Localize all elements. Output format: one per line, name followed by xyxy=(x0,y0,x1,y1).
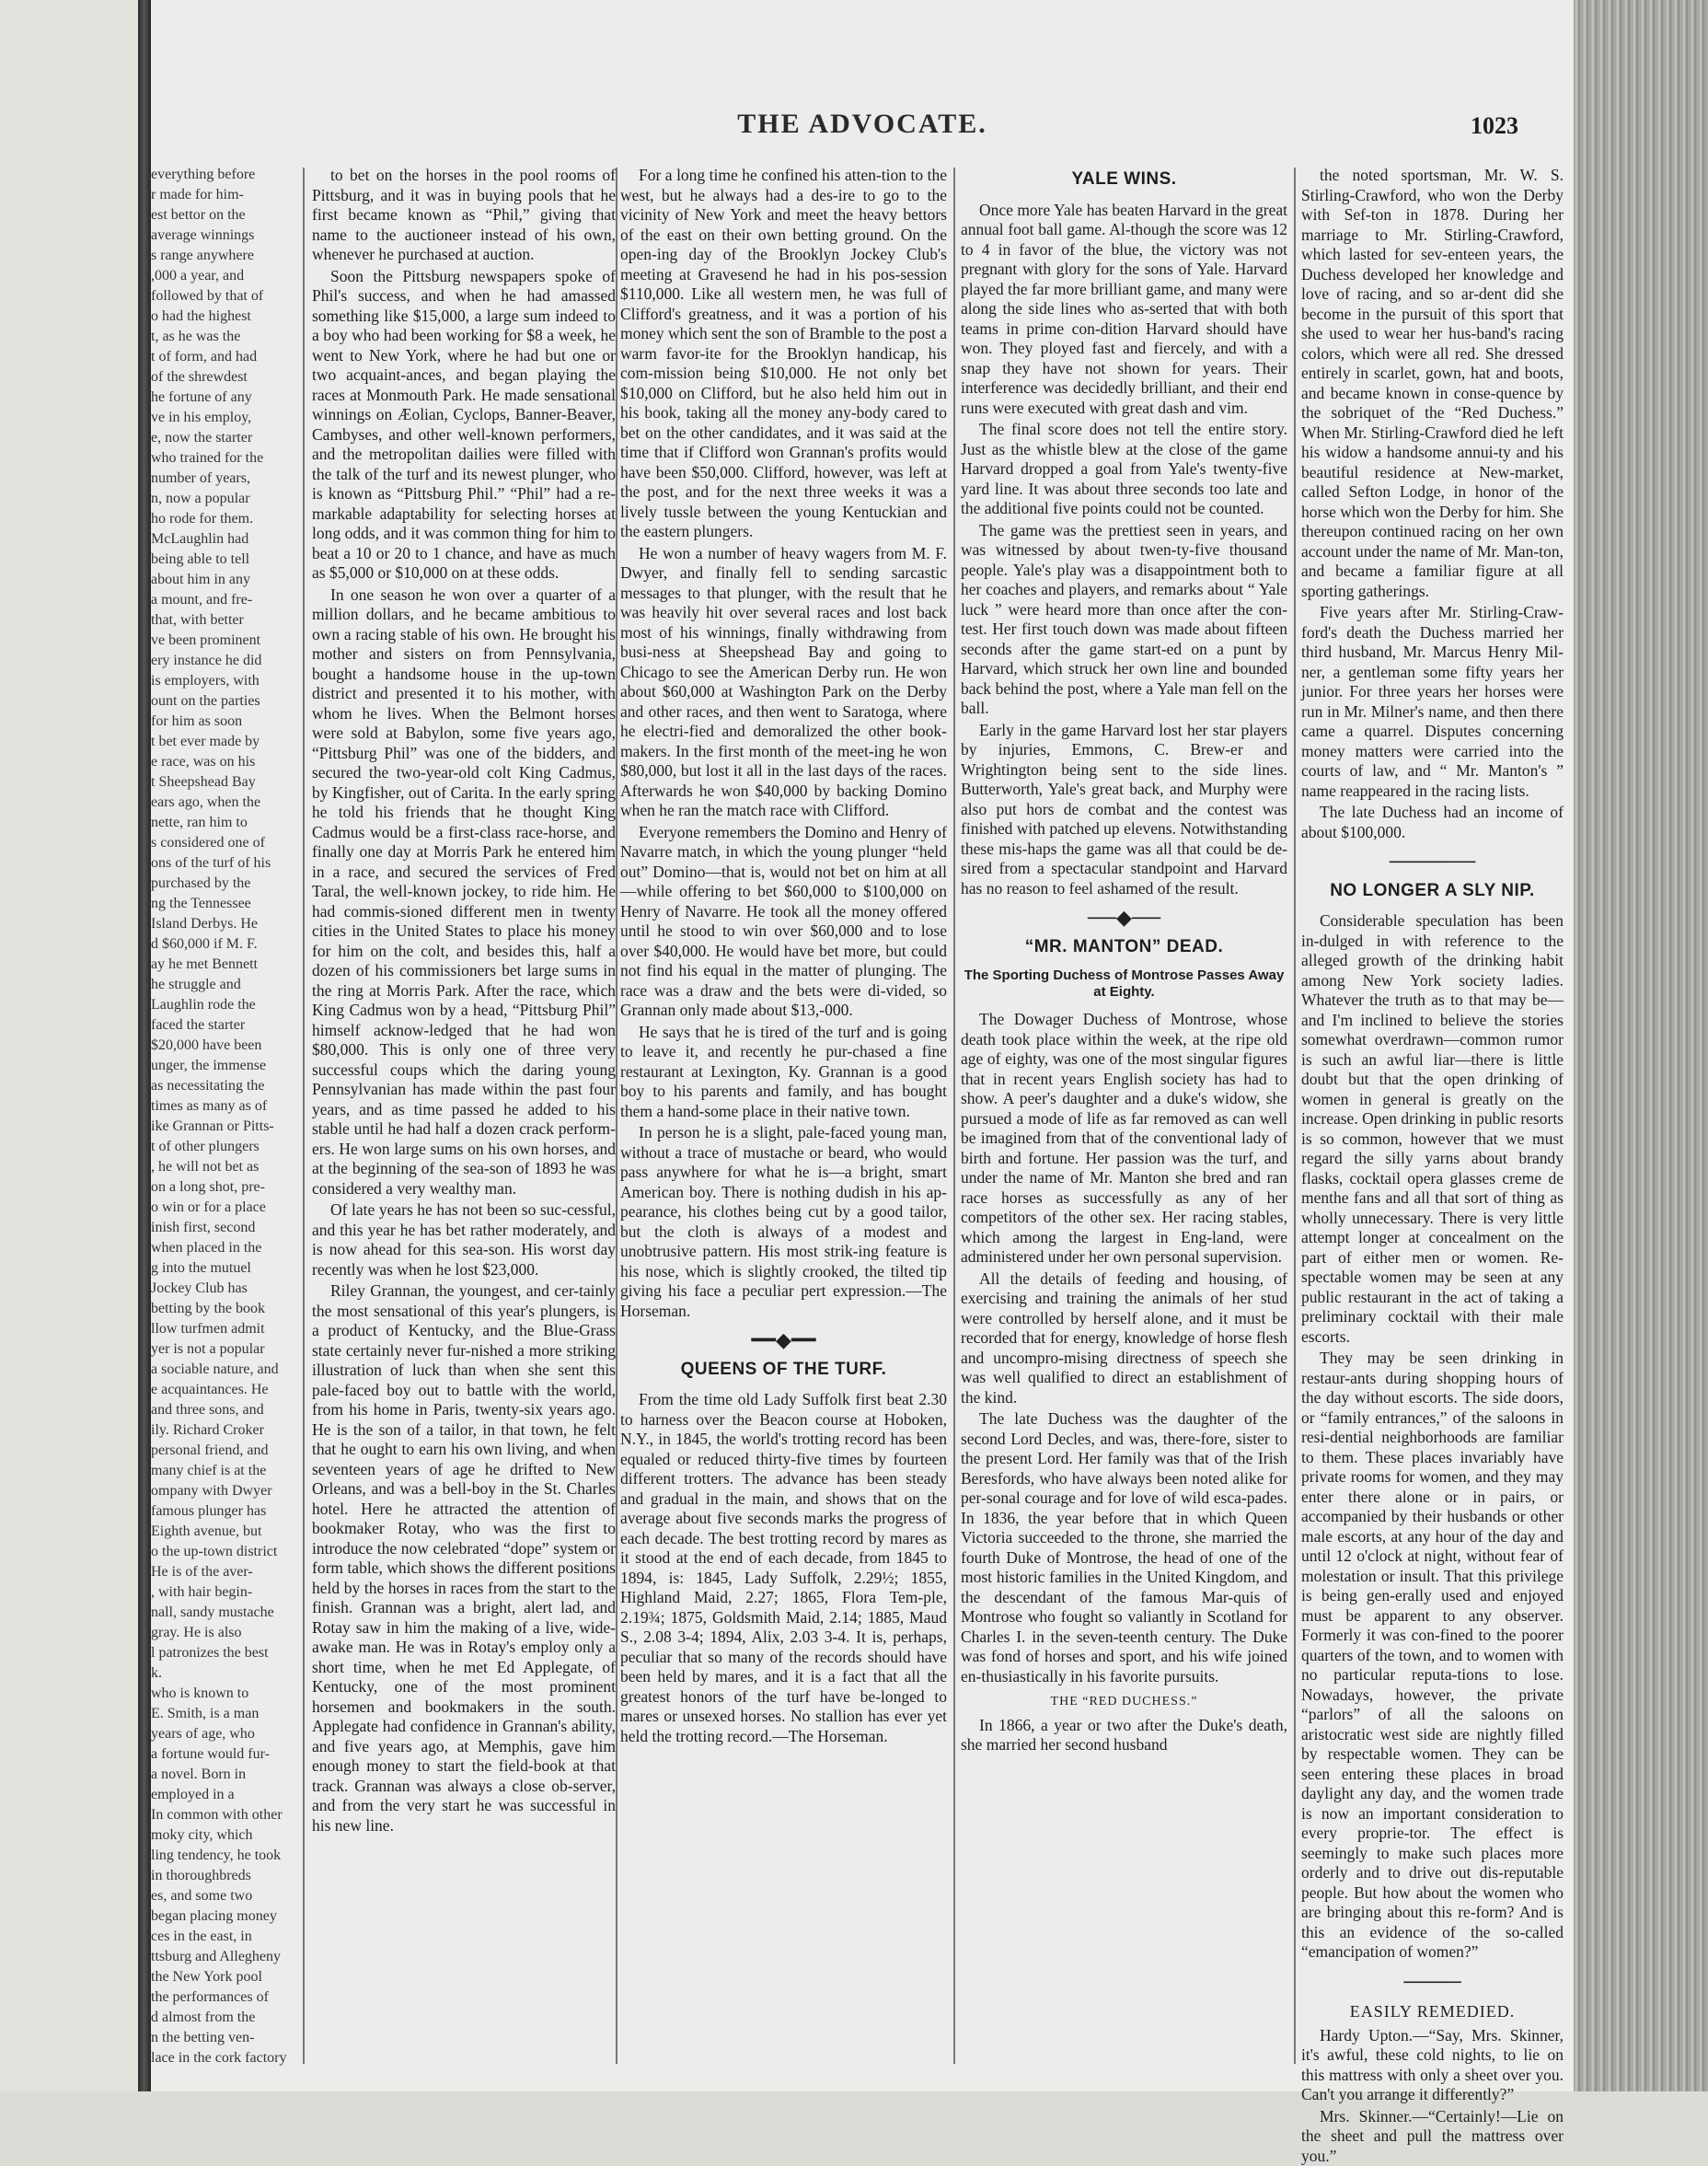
fragment-line: o win or for a place xyxy=(151,1199,294,1217)
column-rule xyxy=(616,168,617,2064)
red-duchess-subhead: THE “RED DUCHESS.” xyxy=(961,1692,1287,1712)
fragment-line: t Sheepshead Bay xyxy=(151,773,294,792)
fragment-line: r made for him- xyxy=(151,186,294,204)
fragment-line: k. xyxy=(151,1664,294,1683)
article-paragraph: The game was the prettiest seen in years, and was witnessed by about twen-ty-five thousand people. Yale's play was a disappointment both to her coaches and players, and remarks about “ Yale luck ” were heard more than once after the con-test. Her first touch down was made about fifteen seconds after the game start-ed on a punt by Harvard, which struck her own line and bounded back behind the post, where a Yale man fell on the ball. xyxy=(961,521,1287,719)
fragment-line: n, now a popular xyxy=(151,490,294,508)
fragment-line: gray. He is also xyxy=(151,1624,294,1642)
fragment-line: a mount, and fre- xyxy=(151,591,294,609)
left-page-margin xyxy=(0,0,138,2091)
fragment-line: a novel. Born in xyxy=(151,1766,294,1784)
article-paragraph: He says that he is tired of the turf and is going to leave it, and recently he pur-chased a fine restaurant at Lexington, Ky. Grannan is a good boy to his parents and family, and has bought them a hand-some place in their native town. xyxy=(620,1023,947,1122)
previous-page-fragment-column xyxy=(151,166,294,2080)
plungers-article-continued xyxy=(312,166,616,1836)
fragment-line: he struggle and xyxy=(151,976,294,994)
fragment-line: ve been prominent xyxy=(151,631,294,650)
queens-of-the-turf-headline: QUEENS OF THE TURF. xyxy=(620,1360,947,1380)
fragment-line: Eighth avenue, but xyxy=(151,1523,294,1541)
fragment-line: e, now the starter xyxy=(151,429,294,447)
mr-manton-article xyxy=(961,1010,1287,1686)
fragment-line: who trained for the xyxy=(151,449,294,468)
fragment-line: l patronizes the best xyxy=(151,1644,294,1662)
book-page-edges xyxy=(1574,0,1708,2091)
fragment-line: on a long shot, pre- xyxy=(151,1178,294,1197)
fragment-line: ,000 a year, and xyxy=(151,267,294,285)
fragment-line: Jockey Club has xyxy=(151,1280,294,1298)
fragment-line: moky city, which xyxy=(151,1826,294,1845)
fragment-line: ces in the east, in xyxy=(151,1928,294,1946)
fragment-line: t, as he was the xyxy=(151,328,294,346)
fragment-line: who is known to xyxy=(151,1685,294,1703)
fragment-line: ve in his employ, xyxy=(151,409,294,427)
fragment-line: ons of the turf of his xyxy=(151,854,294,873)
column-4 xyxy=(1301,166,1564,2080)
fragment-line: He is of the aver- xyxy=(151,1563,294,1581)
fragment-line: and three sons, and xyxy=(151,1401,294,1419)
fragment-line: many chief is at the xyxy=(151,1462,294,1480)
fragment-line: ng the Tennessee xyxy=(151,895,294,913)
fragment-line: inish first, second xyxy=(151,1219,294,1237)
fragment-line: McLaughlin had xyxy=(151,530,294,549)
fragment-line: nall, sandy mustache xyxy=(151,1604,294,1622)
fragment-line: o had the highest xyxy=(151,307,294,326)
no-longer-a-sly-nip-article xyxy=(1301,911,1564,1963)
fragment-line: times as many as of xyxy=(151,1097,294,1116)
red-duchess-paragraph: In 1866, a year or two after the Duke's death, she married her second husband xyxy=(961,1716,1287,1755)
article-paragraph: All the details of feeding and housing, of exercising and training the animals of her stud were controlled by herself alone, and it must be recorded that for energy, knowledge of horse flesh and uncompro-mising directness of speech she was well qualified to direct an establishment of the kind. xyxy=(961,1269,1287,1408)
article-paragraph: For a long time he confined his atten-tion to the west, but he always had a des-ire to go to the vicinity of New York and meet the heavy bettors of the east on their own betting ground. On the open-ing day of the Brooklyn Jockey Club's meeting at Gravesend he had in his pos-session $110,000. Like all western men, he was full of Clifford's greatness, and it was a portion of his money which sent the son of Bramble to the post a warm favor-ite for the Brooklyn handicap, his com-mission being $10,000. He not only bet $10,000 on Clifford, but he also held him out in his book, taking all the money any-body cared to bet on the other candidates, and it was said at the time that if Clifford won Grannan's profits would have been $50,000. Clifford, however, was left at the post, and for the next three weeks it was a lively tussle between the young Kentuckian and the eastern plungers. xyxy=(620,166,947,542)
article-paragraph: In one season he won over a quarter of a million dollars, and he became ambitious to own a racing stable of his own. He brought his mother and sisters on from Pennsylvania, bought a handsome house in the up-town district and presented it to his mother, with whom he lives. When the Belmont horses were sold at Babylon, some five years ago, “Pittsburg Phil” was one of the bidders, and secured the two-year-old colt King Cadmus, by Kingfisher, out of Carita. In the early spring he told his friends that he thought King Cadmus would be a first-class race-horse, and finally one day at Morris Park he entered him in a race, and secured the services of Fred Taral, the well-known jockey, to ride him. He had commis-sioned different men in twenty cities in the United States to place his money for him on the colt, and besides this, half a dozen of his commissioners bet large sums in the ring at Morris Park. After the race, which King Cadmus won by a head, “Pittsburg Phil” himself acknow-ledged that he had won $80,000. This is only one of three very successful coups which the daring young Pennsylvanian has made within the past four years, and as time passed he added to his stable until he had half a dozen crack perform-ers. He won large sums on his own horses, and at the beginning of the sea-son of 1893 he was considered a very wealthy man. xyxy=(312,585,616,1199)
fragment-line: d almost from the xyxy=(151,2009,294,2027)
fragment-line: n the betting ven- xyxy=(151,2029,294,2047)
fragment-line: number of years, xyxy=(151,469,294,488)
fragment-line: ttsburg and Allegheny xyxy=(151,1948,294,1966)
article-paragraph: Riley Grannan, the youngest, and cer-tainly the most sensational of this year's plungers, is a product of Kentucky, and the Blue-Grass state certainly never fur-nished a more striking illustration of luck than when she sent this pale-faced boy out to battle with the world, from his home in Paris, twenty-six years ago. He is the son of a tailor, in that town, he felt that he ought to earn his own living, and when seventeen years of age he drifted to New Orleans, and was a bell-boy in the St. Charles hotel. Here he attracted the attention of bookmaker Rotay, who was the first to introduce the now celebrated “dope” system or form table, which shows the different positions held by the horses in races from the start to the finish. Grannan was a bright, alert lad, and Rotay saw in him the making of a live, wide-awake man. He was in Rotay's employ only a short time, when he met Ed Applegate, of Kentucky, one of the most prominent horsemen and bookmakers in the south. Applegate had confidence in Grannan's ability, and five years ago, at Memphis, gave him enough money to start the field-book at that track. Grannan was always a close ob-server, and from the very start he was successful in his new line. xyxy=(312,1281,616,1836)
fragment-line: es, and some two xyxy=(151,1887,294,1905)
fragment-line: E. Smith, is a man xyxy=(151,1705,294,1723)
fragment-line: the New York pool xyxy=(151,1968,294,1986)
fragment-line: , with hair begin- xyxy=(151,1583,294,1602)
fragment-line: t of other plungers xyxy=(151,1138,294,1156)
column-rule xyxy=(303,168,305,2064)
ornament-divider: ──── xyxy=(1301,1972,1564,1992)
article-paragraph: Five years after Mr. Stirling-Craw-ford's death the Duchess married her third husband, Mr. Marcus Henry Mil-ner, a gentleman some fifty years her junior. For three years her horses were run in Mr. Milner's name, and then there came a quarrel. Disputes concerning money matters were carried into the courts of law, and “ Mr. Manton's ” name reappeared in the racing lists. xyxy=(1301,603,1564,801)
fragment-line: the performances of xyxy=(151,1988,294,2007)
article-paragraph: The final score does not tell the entire story. Just as the whistle blew at the close of the game Harvard dropped a goal from Yale's twenty-five yard line. It was about three seconds too late and the additional five points could not be counted. xyxy=(961,420,1287,519)
column-rule xyxy=(953,168,955,2064)
fragment-line: betting by the book xyxy=(151,1300,294,1318)
fragment-line: a fortune would fur- xyxy=(151,1745,294,1764)
fragment-line: o the up-town district xyxy=(151,1543,294,1561)
newspaper-title: THE ADVOCATE. xyxy=(151,109,1574,140)
column-2 xyxy=(620,166,947,2080)
page-number: 1023 xyxy=(1471,112,1518,140)
mr-manton-subheadline: The Sporting Duchess of Montrose Passes Away at Eighty. xyxy=(961,967,1287,1001)
fragment-line: ears ago, when the xyxy=(151,793,294,812)
article-paragraph: In person he is a slight, pale-faced young man, without a trace of mustache or beard, who would pass anywhere for what he is—a bright, smart American boy. There is nothing dudish in his ap-pearance, his clothes being cut by a good tailor, but the cloth is always of a modest and unobtrusive pattern. His most strik-ing feature is his nose, which is slightly crooked, the tilted tip giving his face a peculiar pert expression.—The Horseman. xyxy=(620,1123,947,1321)
yale-wins-article xyxy=(961,201,1287,899)
article-paragraph: From the time old Lady Suffolk first beat 2.30 to harness over the Beacon course at Hoboken, N.Y., in 1845, the world's trotting record has been equaled or reduced thirty-five times by fourteen different trotters. The advance has been steady and gradual in the main, and shows that on the average about five seconds marks the progress of each decade. The best trotting record by mares as it stood at the end of each decade, from 1845 to 1894, is: 1845, Lady Suffolk, 2.29½; 1855, Highland Maid, 2.27; 1865, Flora Tem-ple, 2.19¾; 1875, Goldsmith Maid, 2.14; 1885, Maud S., 2.08 3-4; 1894, Alix, 2.03 3-4. It is, perhaps, peculiar that so many of the records should have been held by mares, and it is a fact that all the greatest honors of the turf have be-longed to mares or unsexed horses. No stallion has ever yet held the trotting record.—The Horseman. xyxy=(620,1390,947,1746)
page-header xyxy=(151,109,1574,155)
book-gutter xyxy=(138,0,151,2091)
easily-remedied-article xyxy=(1301,2026,1564,2166)
article-paragraph: Everyone remembers the Domino and Henry of Navarre match, in which the young plunger “held out” Domino—that is, would not bet on him at all—while offering to bet $60,000 to $100,000 on Henry of Navarre. He took all the money offered until he stood to win over $60,000 and to lose over $40,000. He would have bet more, but could not find his equal in the matter of plunging. The race was a draw and the bets were di-vided, so Grannan only made about $13,-000. xyxy=(620,823,947,1021)
fragment-line: ompany with Dwyer xyxy=(151,1482,294,1500)
fragment-line: $20,000 have been xyxy=(151,1037,294,1055)
fragment-line: famous plunger has xyxy=(151,1502,294,1521)
fragment-line: ount on the parties xyxy=(151,692,294,711)
no-longer-a-sly-nip-headline: NO LONGER A SLY NIP. xyxy=(1301,881,1564,901)
fragment-line: as necessitating the xyxy=(151,1077,294,1095)
yale-wins-headline: YALE WINS. xyxy=(961,169,1287,190)
fragment-line: followed by that of xyxy=(151,287,294,306)
fragment-line: s range anywhere xyxy=(151,247,294,265)
fragment-line: when placed in the xyxy=(151,1239,294,1257)
fragment-line: employed in a xyxy=(151,1786,294,1804)
article-paragraph: Early in the game Harvard lost her star players by injuries, Emmons, C. Brew-er and Wrightington being sent to the side lines. Butterworth, Yale's great back, and Murphy were also put hors de combat and the contest was finished with patched up elevens. Notwithstanding these mis-haps the game was all that could be de-sired from a spectacular standpoint and Harvard has no reason to feel ashamed of the result. xyxy=(961,721,1287,899)
article-paragraph: The late Duchess had an income of about $100,000. xyxy=(1301,803,1564,842)
fragment-line: personal friend, and xyxy=(151,1442,294,1460)
mr-manton-article-continued xyxy=(1301,166,1564,842)
ornament-divider: ────── xyxy=(1301,851,1564,872)
article-paragraph: to bet on the horses in the pool rooms of Pittsburg, and it was in buying pools that he first became known as “Phil,” giving that name to the auctioneer instead of his own, whenever he purchased at auction. xyxy=(312,166,616,265)
fragment-line: average winnings xyxy=(151,226,294,245)
fragment-line: years of age, who xyxy=(151,1725,294,1743)
fragment-line: being able to tell xyxy=(151,550,294,569)
fragment-line: In common with other xyxy=(151,1806,294,1824)
fragment-line: ike Grannan or Pitts- xyxy=(151,1118,294,1136)
fragment-line: Laughlin rode the xyxy=(151,996,294,1014)
fragment-line: , he will not bet as xyxy=(151,1158,294,1176)
fragment-line: in thoroughbreds xyxy=(151,1867,294,1885)
fragment-line: he fortune of any xyxy=(151,388,294,407)
fragment-line: began placing money xyxy=(151,1907,294,1926)
column-3 xyxy=(961,166,1287,2080)
article-paragraph: Considerable speculation has been in-dulged in with reference to the alleged growth of the drinking habit among New York society ladies. Whatever the truth as to that may be—and I'm inclined to believe the stories somewhat overdrawn—common rumor is such an awful liar—there is little doubt but that the open drinking of women in general is greatly on the increase. Open drinking in public resorts is so common, however that we must regard the silly yarns about brandy flasks, cocktail opera glasses creme de menthe fans and all that sort of thing as wholly unnecessary. There is very little attempt longer at concealment on the part of either men or women. Re-spectable women may be seen at any public restaurant in the act of taking a preliminary cocktail with their male escorts. xyxy=(1301,911,1564,1347)
fragment-line: d $60,000 if M. F. xyxy=(151,935,294,954)
fragment-line: lace in the cork factory xyxy=(151,2049,294,2068)
fragment-line: ho rode for them. xyxy=(151,510,294,528)
article-paragraph: the noted sportsman, Mr. W. S. Stirling-Crawford, who won the Derby with Sef-ton in 1878. During her marriage to Mr. Stirling-Crawford, which lasted for sev-enteen years, the Duchess developed her knowledge and love of racing, and so ar-dent did she become in the pursuit of this sport that she used to wear her hus-band's racing colors, which were all red. She dressed entirely in scarlet, gown, hat and boots, and became known in conse-quence by the sobriquet of the “Red Duchess.” When Mr. Stirling-Crawford died he left his widow a handsome annui-ty and his beautiful residence at New-market, called Sefton Lodge, in honor of the horse which won the Derby for him. She thereupon continued racing on her own account under the name of Mr. Man-ton, and became a familiar figure at all sporting gatherings. xyxy=(1301,166,1564,601)
column-1 xyxy=(312,166,616,2080)
article-paragraph: Of late years he has not been so suc-cessful, and this year he has bet rather moderately, and is now ahead for this sea-son. His worst day recently was when he lost $23,000. xyxy=(312,1200,616,1280)
fragment-line: t of form, and had xyxy=(151,348,294,366)
article-paragraph: Hardy Upton.—“Say, Mrs. Skinner, it's awful, these cold nights, to lie on this mattress with only a sheet over you. Can't you arrange it differently?” xyxy=(1301,2026,1564,2105)
fragment-line: yer is not a popular xyxy=(151,1340,294,1359)
article-paragraph: He won a number of heavy wagers from M. F. Dwyer, and finally fell to sending sarcastic messages to that plunger, with the result that he was heavily hit over several races and lost back most of his winnings, finally withdrawing from busi-ness at Sheepshead Bay and going to Chicago to see the American Derby run. He won about $60,000 at Washington Park on the Derby and other races, and then went to Saratoga, where he electri-fied and demoralized the other book-makers. In the first month of the meet-ing he won $80,000, but lost it all in the last days of the races. Afterwards he won $40,000 by backing Domino when he ran the match race with Clifford. xyxy=(620,544,947,821)
fragment-line: purchased by the xyxy=(151,875,294,893)
newspaper-page xyxy=(151,0,1574,2091)
fragment-line: faced the starter xyxy=(151,1016,294,1035)
grannan-article-continued xyxy=(620,166,947,1321)
article-paragraph: Once more Yale has beaten Harvard in the great annual foot ball game. Al-though the score was 12 to 4 in favor of the blue, the victory was not pregnant with glory for the sons of Yale. Harvard played the far more brilliant game, and many were along the side lines who as-serted that with both teams in prime con-dition Harvard should have won. They ployed fast and fiercely, and with a snap they have not shown for years. Their interference was decidedly brilliant, and their end runs were executed with great dash and vim. xyxy=(961,201,1287,419)
article-paragraph: Soon the Pittsburg newspapers spoke of Phil's success, and when he had amassed something like $15,000, a large sum indeed to a boy who had been working for $8 a week, he went to New York, where he had but one or two acquaint-ances, and began playing the races at Monmouth Park. He made sensational winnings on Æolian, Cyclops, Banner-Beaver, Cambyses, and other well-known performers, and the metropolitan dailies were filled with the talk of the turf and its newest plunger, who is known as “Pittsburg Phil.” “Phil” had a re-markable adaptability for selecting horses at long odds, and it was common thing for him to beat a 10 or 20 to 1 chance, and have as much as $5,000 or $10,000 on at these odds. xyxy=(312,267,616,584)
fragment-line: e acquaintances. He xyxy=(151,1381,294,1399)
fragment-line: a sociable nature, and xyxy=(151,1361,294,1379)
fragment-line: est bettor on the xyxy=(151,206,294,225)
column-rule xyxy=(1294,168,1296,2064)
fragment-line: is employers, with xyxy=(151,672,294,690)
fragment-line: t bet ever made by xyxy=(151,733,294,751)
mr-manton-dead-headline: “MR. MANTON” DEAD. xyxy=(961,937,1287,957)
fragment-line: Island Derbys. He xyxy=(151,915,294,933)
fragment-line: llow turfmen admit xyxy=(151,1320,294,1338)
queens-of-the-turf-article xyxy=(620,1390,947,1746)
article-paragraph: The Dowager Duchess of Montrose, whose death took place within the week, at the ripe old age of eighty, was one of the most singular figures that in recent years English society has had to show. A peer's daughter and a duke's widow, she pursued a mode of life as far removed as can well be imagined from that of the conventional lady of birth and fortune. Her passion was the turf, and under the name of Mr. Manton she bred and ran race horses as successfully as any of her competitors of the other sex. Her racing stables, which among the largest in Eng-land, were administered under her own personal supervision. xyxy=(961,1010,1287,1268)
ornament-divider: ━━◆━━ xyxy=(620,1330,947,1350)
easily-remedied-headline: EASILY REMEDIED. xyxy=(1301,2002,1564,2022)
fragment-line: everything before xyxy=(151,166,294,184)
fragment-line: ay he met Bennett xyxy=(151,956,294,974)
fragment-line: ery instance he did xyxy=(151,652,294,670)
article-paragraph: They may be seen drinking in restaur-ants during shopping hours of the day without escorts. The side doors, or “family entrances,” of the saloons in resi-dential neighborhoods are familiar to them. These places invariably have private rooms for women, and they may enter there alone or in pairs, or accompanied by their husbands or other male escorts, at any hour of the day and until 12 o'clock at night, without fear of molestation or insult. That this privilege is being gen-erally used and enjoyed must be apparent to any observer. Formerly it was con-fined to the poorer quarters of the town, and to women with no particular reputa-tions to lose. Nowadays, however, the private “parlors” of all the saloons on aristocratic west side are nightly filled by respectable women. They can be seen entering these places in broad daylight any day, and the women trade is now an important consideration to every proprie-tor. The effect is seemingly to make such places more orderly and to drive out dis-reputable people. But how about the women who are bringing about this re-form? And is this an evidence of the so-called “emancipation of women?” xyxy=(1301,1349,1564,1963)
article-paragraph: The late Duchess was the daughter of the second Lord Decles, and was, there-fore, sister to the present Lord. Her family was that of the Irish Beresfords, who have always been noted alike for per-sonal courage and for love of wild esca-pades. In 1836, the year before that in which Queen Victoria succeeded to the throne, she married the fourth Duke of Montrose, the head of one of the most historic families in the United Kingdom, and the descendant of the famous Mar-quis of Montrose who fought so valiantly in Scotland for Charles I. in the seven-teenth century. The Duke was fond of horses and sport, and his wife joined en-thusiastically in his favorite pursuits. xyxy=(961,1409,1287,1686)
fragment-line: unger, the immense xyxy=(151,1057,294,1075)
fragment-line: that, with better xyxy=(151,611,294,630)
article-paragraph: Mrs. Skinner.—“Certainly!—Lie on the sheet and pull the mattress over you.” xyxy=(1301,2107,1564,2166)
fragment-line: ling tendency, he took xyxy=(151,1847,294,1865)
ornament-divider: ──◆── xyxy=(961,908,1287,928)
fragment-line: g into the mutuel xyxy=(151,1259,294,1278)
fragment-line: for him as soon xyxy=(151,712,294,731)
fragment-line: ily. Richard Croker xyxy=(151,1421,294,1440)
fragment-line: e race, was on his xyxy=(151,753,294,771)
fragment-line: nette, ran him to xyxy=(151,814,294,832)
fragment-line: of the shrewdest xyxy=(151,368,294,387)
fragment-line: about him in any xyxy=(151,571,294,589)
fragment-line: s considered one of xyxy=(151,834,294,852)
